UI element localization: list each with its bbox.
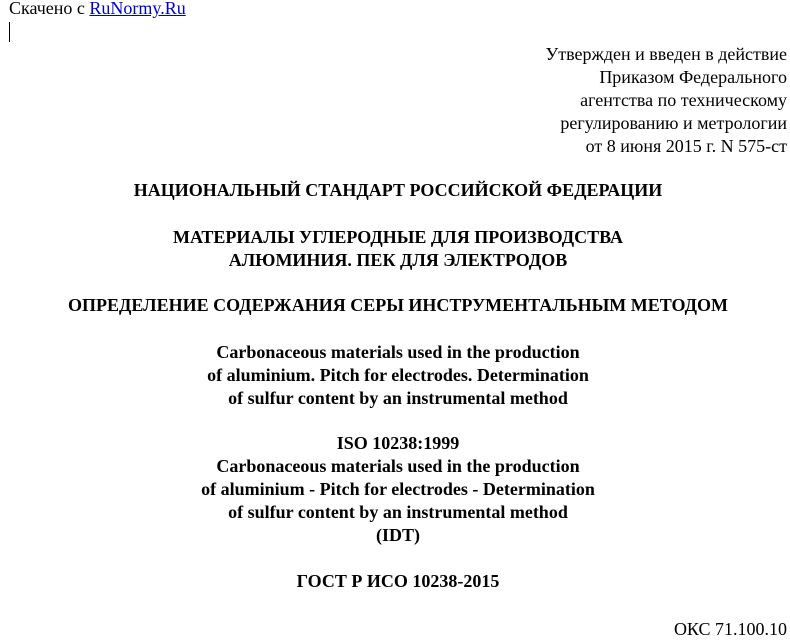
title-ru-line: МАТЕРИАЛЫ УГЛЕРОДНЫЕ ДЛЯ ПРОИЗВОДСТВА [173,227,623,247]
title-en [0,341,790,410]
gost-designation [0,570,790,593]
title-ru [0,226,790,272]
iso-title-line: of sulfur content by an instrumental method [228,502,568,522]
approval-block [545,43,787,158]
approval-line: Утвержден и введен в действие [545,44,787,64]
iso-reference [0,432,790,547]
standard-header-text: НАЦИОНАЛЬНЫЙ СТАНДАРТ РОССИЙСКОЙ ФЕДЕРАЦИИ [133,180,663,200]
gost-designation-text: ГОСТ Р ИСО 10238-2015 [296,571,500,591]
standard-header [0,179,790,202]
title-en-line: of sulfur content by an instrumental method [228,388,568,408]
iso-title-line: of aluminium - Pitch for electrodes - Determination [201,479,595,499]
method-ru [0,294,790,317]
approval-line: Приказом Федерального [599,67,787,87]
source-prefix: Скачено с [9,0,85,18]
title-en-line: of aluminium. Pitch for electrodes. Determination [207,365,589,385]
iso-equivalence: (IDT) [376,525,420,545]
approval-line: регулированию и метрологии [560,113,787,133]
text-cursor [9,22,10,42]
title-en-line: Carbonaceous materials used in the production [216,342,580,362]
approval-line: агентства по техническому [580,90,787,110]
iso-designation: ISO 10238:1999 [336,433,460,453]
oks-code: ОКС 71.100.10 [673,619,787,639]
source-line [9,0,186,20]
method-ru-text: ОПРЕДЕЛЕНИЕ СОДЕРЖАНИЯ СЕРЫ ИНСТРУМЕНТАЛЬНЫМ МЕТОДОМ [68,295,728,315]
title-ru-line: АЛЮМИНИЯ. ПЕК ДЛЯ ЭЛЕКТРОДОВ [228,250,568,270]
iso-title-line: Carbonaceous materials used in the production [216,456,580,476]
source-link[interactable]: RuNormy.Ru [89,0,186,18]
approval-line: от 8 июня 2015 г. N 575-ст [585,136,787,156]
